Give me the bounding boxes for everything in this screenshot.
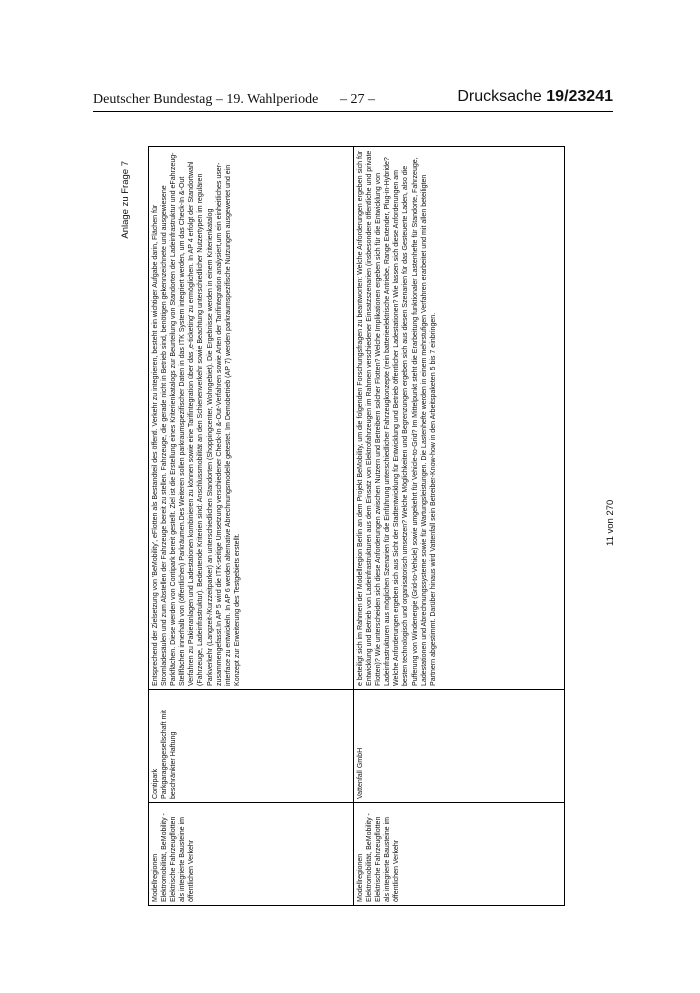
program-cell <box>149 803 354 906</box>
program-text: Modellregionen Elektromobilität, BeMobility - Elektrische Fahrzeugflotten als integrierte Bausteine im öffentlichen Verkehr <box>357 813 401 902</box>
header-document-number <box>457 88 613 106</box>
rotated-page-content <box>120 146 616 906</box>
table-row <box>354 147 565 906</box>
company-text: Contipark Parkgaragengesellschaft mit beschränkter Haftung <box>152 710 178 799</box>
header-page-number: – 27 – <box>340 92 375 107</box>
description-text: Entsprechend der Zielsetzung von 'BeMobility', eFlotten als Bestandteil des öffentl. Verkehr zu integrieren, besteht ein wichtiger Aufgabe darin, Flächen für Stromladesäulen und zum Abstellen der Fahrzeuge bereit zu stellen. Fahrzeuge, die gerade nicht in Betrieb sind, benötigen gekennzeichnete und ausgewiesene Parkflächen. Diese werden von Contipark bereit gestellt. Ziel ist die Erstellung eines Kriterienkatalogs zur Beurteilung von Standorten der Ladeinfrastruktur und eFahrzeug-Stellflächen innerhalb von (öffentlichen) Parkräumen.Des Weiteren sollen parkraumspezifischer Daten in das ITK System integriert werden, um das Check-In &-Out Verfahren zu Pakieranlagen und Ladestationen kombinieren zu können sowie eine Tarifintegration über das ‚e-ticketing' zu ermöglichen. In AP 4 erfolgt der Standortwahl (Fahrzeuge, Ladeinfrastruktur). Bedeutende Kriterien sind: Anschlussmobilität an den Schienenverkehr sowie Beachtung unterschiedlicher Nutzertypen im regulären Parkverkehr (Langzeit-/Kurzzeitparker) an unterschiedlichen Standorten (Shoppingcenter, Wohngebiet). Die Ergebnisse werden in einem Kriterienkatalog zusammengefasst.In AP 5 wird die ITK-seitige Umsetzung verschiedener Check-In &-Out-Verfahren sowie Arten der Tarifintegration analysiert,um ein einheitliches user-interface zu entwickeln. In AP 6 werden alternative Abrechnungsmodelle getestet. Im Demobetrieb (AP 7) werden parkraumspezifische Nutzungen ausgewertet und ein Konzept zur Erweiterung des Testgebiets erstellt. <box>152 152 241 686</box>
company-text: Vattenfall GmbH <box>357 747 364 799</box>
company-cell <box>354 690 565 803</box>
description-cell <box>149 147 354 690</box>
program-text: Modellregionen Elektromobilität, BeMobility - Elektrische Fahrzeugflotten als integrierte Bausteine im öffentlichen Verkehr <box>152 813 196 902</box>
description-cell <box>354 147 565 690</box>
page-footer-text: 11 von 270 <box>605 499 616 546</box>
description-text: e beteiligt sich im Rahmen der Modellregion Berlin an dem Projekt BeMobility, um die folgenden Forschungsfragen zu beantworten: Welche Anforderungen ergeben sich für Entwicklung und Betrieb von Ladeinfrastrukturen aus dem Einsatz von Elektrofahrzeugen im Rahmen verschiedener Einsatzszenarien (insbesondere öffentliche und private Flotten)? Wie unterscheiden sich diese Anforderungen zwischen Nutzern und Betreibern solcher Flotten? Welche Implikationen ergeben sich für die Entwicklung von Ladeinfrastrukturen aus möglichen Szenarien für die Einführung unterschiedlicher Fahrzeugkonzepte (rein batterieelektrische Antriebe, Range Extender, Plug-in-Hybride? Welche Anforderungen ergeben sich aus Sicht der Stadtentwicklung für Entwicklung und Betrieb öffentlicher Ladestationen? Wie lassen sich diese Anforderungen am besten technologisch und organisatorisch umsetzen? Welche Möglichkeiten und Begrenzungen ergeben sich aus diesen Szenarien für das Gesteuerte Laden, also die Pufferung von Windenergie (Grid-to-Vehicle) sowie umgekehrt für Vehicle-to-Grid? Im Mittelpunkt steht die Erarbeitung funktionaler Lastenhefte für Standorte, Fahrzeuge, Ladestationen und Abrechnungssysteme sowie für Wartungsleistungen. Die Lastenhefte werden in einem mehrstufigen Verfahren erarbeitet und mit allen beteiligten Partnern abgestimmt. Darüber hinaus wird Vattenfall sein Betreiber-Know-how in den Arbeitspaketen 5 bis 7 einbringen. <box>357 150 437 686</box>
page-header <box>93 84 613 108</box>
program-cell <box>354 803 565 906</box>
annex-label-text: Anlage zu Frage 7 <box>120 161 131 239</box>
header-doc-number: 19/23241 <box>546 88 613 105</box>
header-doc-prefix: Drucksache <box>457 88 547 105</box>
table-row <box>149 147 354 906</box>
company-cell <box>149 690 354 803</box>
header-publication: Deutscher Bundestag – 19. Wahlperiode <box>93 92 319 107</box>
project-table <box>148 146 565 906</box>
header-rule <box>93 111 613 112</box>
